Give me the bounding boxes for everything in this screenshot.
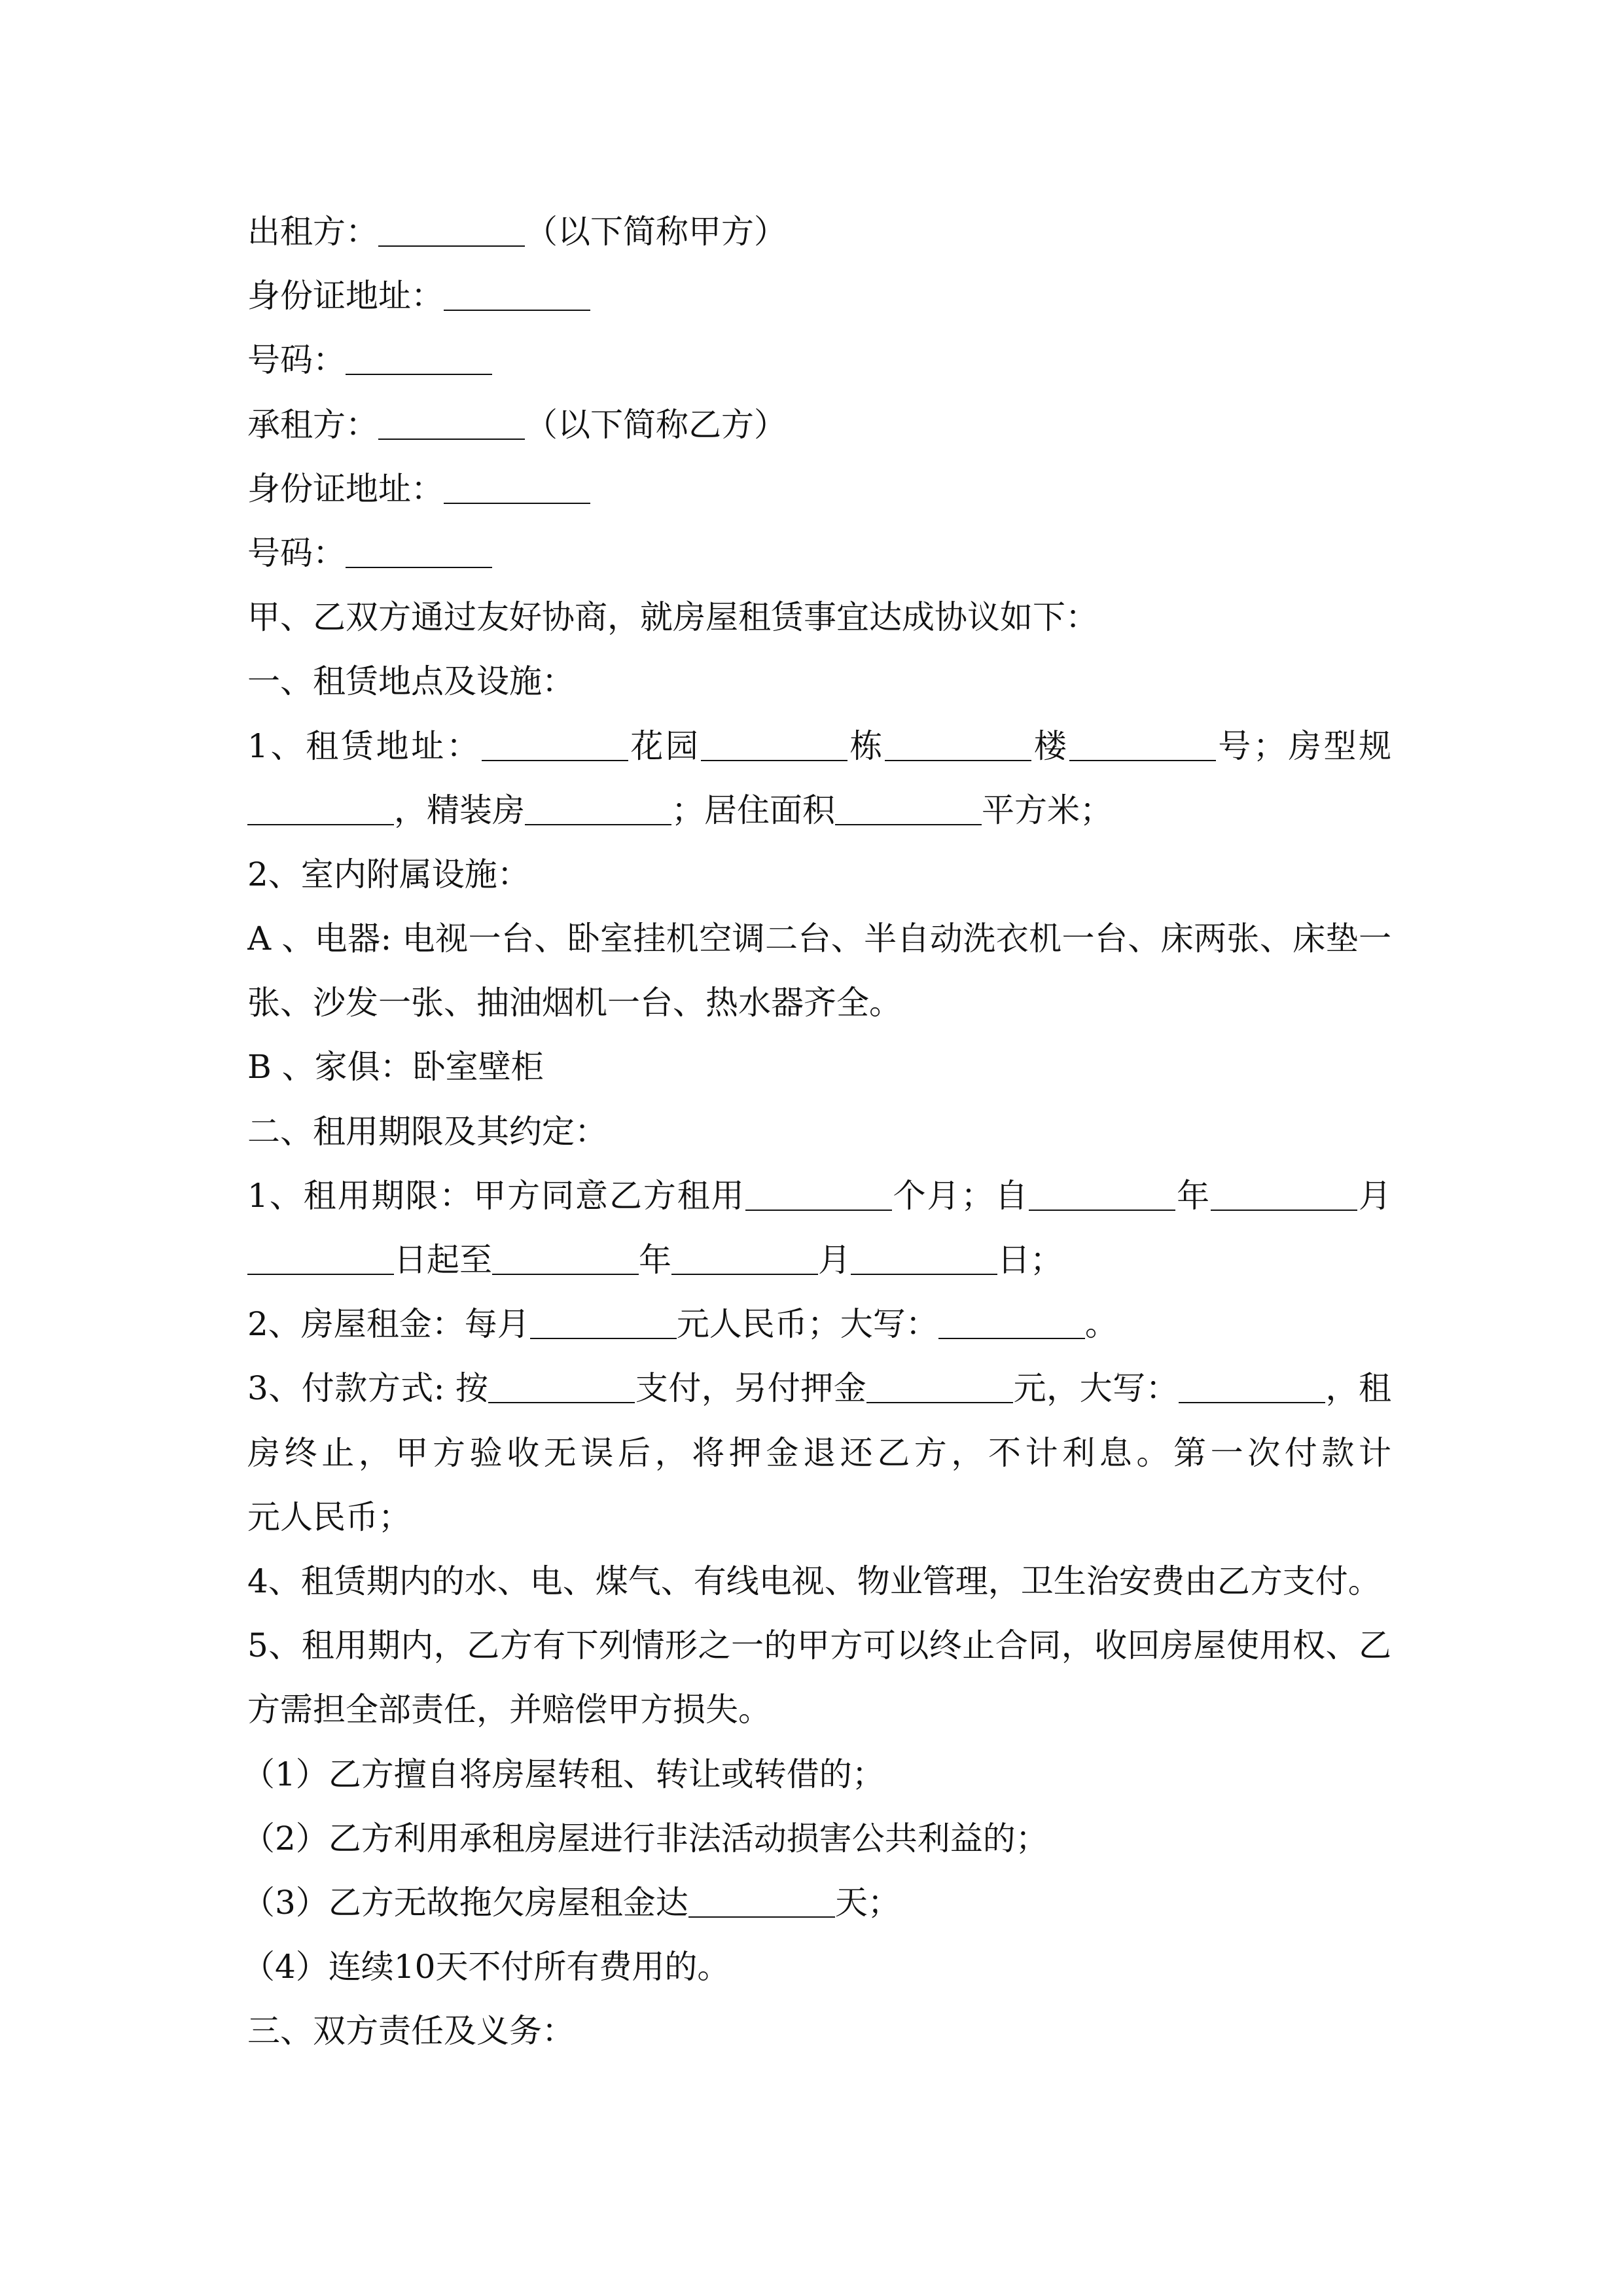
line-text: （3）乙方无故拖欠房屋租金达 — [242, 1883, 688, 1922]
line-text: 。 — [1084, 1305, 1118, 1344]
blank-fill-line — [851, 1234, 997, 1275]
line-text: 2、室内附属设施： — [247, 855, 530, 893]
blank-fill-line — [835, 785, 982, 825]
line-text: 1、租用期限：甲方同意乙方租用 — [247, 1176, 745, 1215]
document-line — [247, 971, 1391, 1035]
document-line — [247, 1613, 1391, 1677]
line-text: A 、电器: 电视一台、卧室挂机空调二台、半自动洗衣机一台、床两张、床垫一 — [247, 920, 1391, 958]
line-text: 楼 — [1031, 726, 1069, 765]
document-line — [247, 1100, 1391, 1164]
blank-fill-line — [378, 206, 525, 247]
line-text: 一、租赁地点及设施： — [247, 662, 575, 701]
line-text: 号；房型规 — [1215, 726, 1391, 765]
line-text: （4）连续10天不付所有费用的。 — [242, 1948, 730, 1986]
document-line — [247, 906, 1391, 971]
line-text: 年 — [639, 1241, 671, 1279]
line-text: （2）乙方利用承租房屋进行非法活动损害公共利益的； — [242, 1819, 1048, 1857]
blank-fill-line — [1029, 1170, 1175, 1211]
line-text: 日； — [997, 1241, 1063, 1279]
document-line — [242, 1806, 1391, 1871]
line-text: 支付，另付押金 — [635, 1369, 867, 1408]
document-line — [247, 1356, 1391, 1420]
document-line — [247, 328, 1391, 392]
blank-fill-line — [444, 270, 590, 311]
document-line — [242, 1871, 1391, 1935]
line-text: 元人民币；大写： — [676, 1305, 938, 1344]
line-text: 方需担全部责任，并赔偿甲方损失。 — [247, 1691, 771, 1729]
document-line — [247, 714, 1391, 778]
line-text: 月 — [1357, 1176, 1391, 1215]
document-line — [242, 1742, 1391, 1806]
blank-fill-line — [701, 721, 847, 761]
line-text: 甲、乙双方通过友好协商，就房屋租赁事宜达成协议如下： — [247, 598, 1098, 637]
blank-fill-line — [1069, 721, 1216, 761]
line-text: 三、双方责任及义务： — [247, 2012, 575, 2051]
document-line — [247, 264, 1391, 328]
line-text: 5、租用期内，乙方有下列情形之一的甲方可以终止合同，收回房屋使用权、乙 — [247, 1626, 1391, 1665]
document-line — [247, 1999, 1391, 2063]
line-text: 号码： — [247, 341, 346, 380]
line-text: （1）乙方擅自将房屋转租、转让或转借的； — [242, 1755, 885, 1793]
line-text: 张、沙发一张、抽油烟机一台、热水器齐全。 — [247, 984, 902, 1022]
blank-fill-line — [346, 334, 492, 375]
line-text: ，租 — [1325, 1369, 1391, 1408]
document-line — [247, 393, 1391, 457]
blank-fill-line — [488, 1363, 635, 1403]
blank-fill-line — [885, 721, 1031, 761]
blank-fill-line — [492, 1234, 639, 1275]
line-text: 身份证地址： — [247, 277, 444, 315]
document-line — [242, 1935, 1391, 1999]
line-text: 月 — [818, 1241, 851, 1279]
document-line — [247, 457, 1391, 521]
blank-fill-line — [688, 1877, 835, 1918]
line-text: 花园 — [628, 726, 701, 765]
document-line — [247, 649, 1391, 713]
line-text: 2、房屋租金：每月 — [247, 1305, 530, 1344]
document-line — [247, 1035, 1391, 1099]
blank-fill-line — [482, 721, 628, 761]
blank-fill-line — [346, 528, 492, 568]
document-line — [247, 1677, 1391, 1742]
document-line — [247, 1549, 1391, 1613]
blank-fill-line — [247, 785, 394, 825]
line-text: 栋 — [847, 726, 885, 765]
line-text: 元，大写： — [1013, 1369, 1179, 1408]
line-text: 身份证地址： — [247, 469, 444, 508]
document-line — [247, 200, 1391, 264]
line-text: 平方米； — [982, 791, 1113, 829]
document-line — [247, 1421, 1391, 1485]
document-line — [247, 778, 1391, 842]
document-line — [247, 1228, 1391, 1292]
blank-fill-line — [530, 1299, 677, 1339]
blank-fill-line — [866, 1363, 1013, 1403]
blank-fill-line — [938, 1299, 1085, 1339]
line-text: 个月；自 — [891, 1176, 1029, 1215]
blank-fill-line — [247, 1234, 394, 1275]
line-text: ；居住面积 — [671, 791, 835, 829]
blank-fill-line — [444, 463, 590, 504]
line-text: 3、付款方式: 按 — [247, 1369, 489, 1408]
document-line — [247, 1292, 1391, 1356]
line-text: 承租方： — [247, 405, 378, 444]
line-text: 二、租用期限及其约定： — [247, 1112, 607, 1151]
line-text: 日起至 — [394, 1241, 492, 1279]
line-text: 年 — [1175, 1176, 1211, 1215]
line-text: ，精装房 — [394, 791, 525, 829]
blank-fill-line — [671, 1234, 818, 1275]
blank-fill-line — [745, 1170, 892, 1211]
contract-page — [242, 200, 1391, 2063]
line-text: 4、租赁期内的水、电、煤气、有线电视、物业管理，卫生治安费由乙方支付。 — [247, 1562, 1381, 1600]
line-text: （以下简称甲方） — [525, 213, 787, 251]
blank-fill-line — [1211, 1170, 1357, 1211]
blank-fill-line — [378, 399, 525, 440]
document-line — [247, 521, 1391, 585]
blank-fill-line — [525, 785, 671, 825]
line-text: 天； — [834, 1883, 901, 1922]
line-text: 房终止，甲方验收无误后，将押金退还乙方，不计利息。第一次付款计 — [247, 1433, 1391, 1472]
line-text: 号码： — [247, 533, 346, 572]
line-text: （以下简称乙方） — [525, 405, 787, 444]
document-line — [247, 842, 1391, 906]
blank-fill-line — [1179, 1363, 1325, 1403]
document-line — [247, 585, 1391, 649]
document-line — [247, 1485, 1391, 1549]
line-text: B 、家俱：卧室壁柜 — [247, 1048, 544, 1086]
line-text: 出租方： — [247, 213, 378, 251]
line-text: 元人民币； — [247, 1498, 411, 1536]
document-line — [247, 1164, 1391, 1228]
line-text: 1、租赁地址： — [247, 726, 482, 765]
